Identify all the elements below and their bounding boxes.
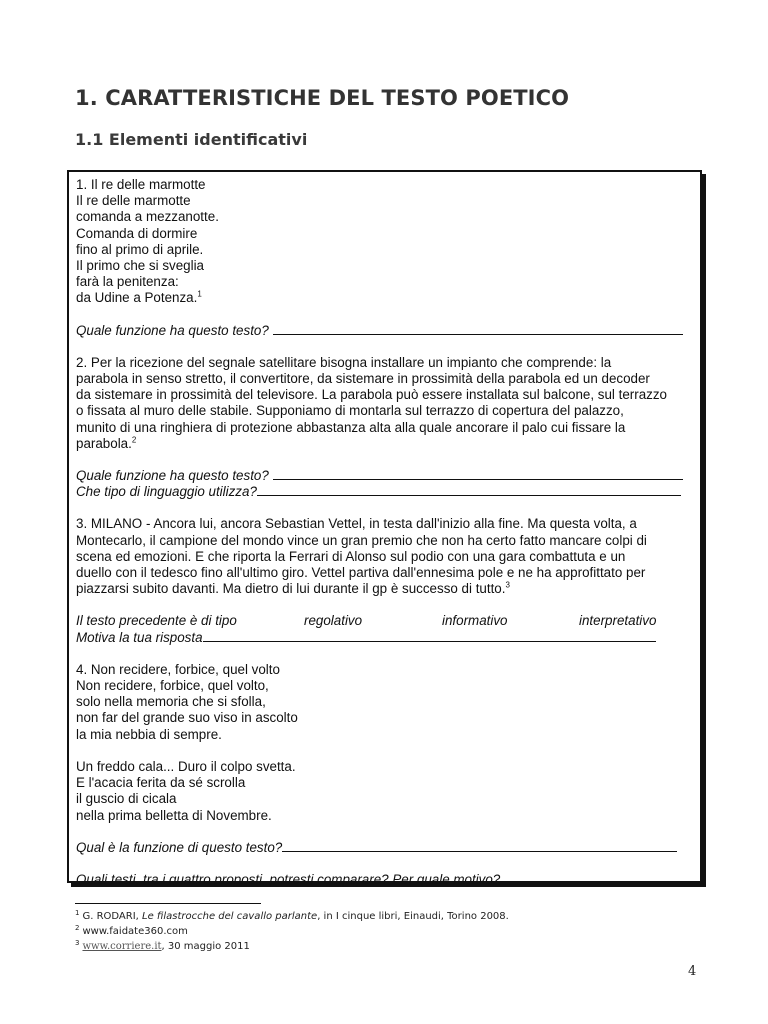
footnote-ref: 1: [197, 289, 202, 299]
poem-line: Non recidere, forbice, quel volto,: [76, 678, 269, 694]
footnote-ref: 3: [505, 580, 510, 590]
footnote-book-title: Le filastrocche del cavallo parlante: [142, 911, 318, 922]
paragraph-line: [76, 436, 694, 452]
footnote-2: [75, 924, 509, 939]
question-3-motivate: [76, 630, 694, 646]
footnote-ref: 2: [131, 435, 137, 445]
question-label: Che tipo di linguaggio utilizza?: [76, 484, 257, 500]
footnote-1: [75, 909, 509, 924]
poem-line: Comanda di dormire: [76, 225, 198, 241]
choice-prompt: Il testo precedente è di tipo: [76, 613, 237, 629]
answer-line[interactable]: [273, 323, 683, 335]
answer-line[interactable]: [257, 484, 681, 496]
paragraph-line: munito di una ringhiera di protezione abbastanza alta alla quale ancorare il palo cui fissare la: [76, 419, 626, 435]
poem-line: la mia nebbia di sempre.: [76, 726, 222, 742]
poem-line: Il primo che si sveglia: [76, 258, 205, 274]
text-2-paragraph: [76, 355, 694, 452]
paragraph-line: Montecarlo, il campione del mondo vince un gran premio che non ha certo fatto mancare colpi di: [76, 532, 647, 548]
choice-informativo[interactable]: informativo: [442, 613, 508, 629]
page-title: 1. CARATTERISTICHE DEL TESTO POETICO: [75, 86, 570, 110]
footnote-divider: [75, 903, 261, 904]
footnote-text: , 30 maggio 2011: [161, 941, 250, 952]
poem-line-text: da Udine a Potenza.: [76, 290, 198, 306]
paragraph-line: 3. MILANO - Ancora lui, ancora Sebastian Vettel, in testa dall'inizio alla fine. Ma questa volta, a: [76, 516, 637, 532]
exercise-box: [67, 170, 702, 887]
answer-line[interactable]: [273, 468, 683, 480]
answer-line[interactable]: [203, 630, 656, 642]
poem-line: 4. Non recidere, forbice, quel volto: [76, 661, 280, 677]
paragraph-line: parabola in senso stretto, il convertitore, da sistemare in prossimità della parabola ed un decoder: [76, 371, 650, 387]
footnote-text: G. RODARI,: [82, 911, 143, 922]
paragraph-line: [76, 581, 694, 597]
page-number: 4: [688, 964, 697, 979]
paragraph-line-text: piazzarsi subito davanti. Ma dietro di lui durante il gp è successo di tutto.: [76, 581, 506, 597]
footnote-text: www.faidate360.com: [82, 926, 188, 937]
poem-line: [76, 290, 694, 306]
choice-regolativo[interactable]: regolativo: [304, 613, 363, 629]
footnote-source-link[interactable]: www.corriere.it: [82, 941, 162, 952]
paragraph-line: duello con il tedesco fino all'ultimo giro. Vettel partiva dall'ennesima pole e ne ha approfittato per: [76, 565, 646, 581]
choice-interpretativo[interactable]: interpretativo: [579, 613, 657, 629]
footnote-number: 1: [75, 908, 80, 917]
question-2b: [76, 484, 694, 500]
paragraph-line-text: parabola.: [76, 435, 132, 451]
question-label: Motiva la tua risposta: [76, 629, 203, 645]
paragraph-line: o fissata al muro delle stabile. Supponiamo di montarla sul terrazzo di copertura del palazzo,: [76, 403, 624, 419]
question-4: [76, 840, 694, 856]
paragraph-line: da sistemare in prossimità del televisore. La parabola può essere installata sul balcone, sul terrazzo: [76, 387, 667, 403]
poem-line: E l'acacia ferita da sé scrolla: [76, 775, 246, 791]
question-label: Quale funzione ha questo testo?: [76, 468, 269, 484]
text-1-poem: [76, 177, 694, 307]
poem-line: fino al primo di aprile.: [76, 241, 204, 257]
type-choices: [76, 613, 694, 629]
text-3-paragraph: [76, 516, 694, 597]
poem-line: nella prima belletta di Novembre.: [76, 807, 272, 823]
text-4-poem: [76, 662, 694, 824]
question-1: [76, 323, 694, 339]
poem-line: solo nella memoria che si sfolla,: [76, 694, 266, 710]
poem-line: farà la penitenza:: [76, 274, 179, 290]
answer-line[interactable]: [282, 840, 677, 852]
paragraph-line: scena ed emozioni. E che riporta la Ferrari di Alonso sul podio con una gara combattuta e un: [76, 548, 626, 564]
footnote-number: 2: [75, 923, 80, 932]
paragraph-line: 2. Per la ricezione del segnale satellitare bisogna installare un impianto che comprende: la: [76, 354, 612, 370]
final-question: Quali testi, tra i quattro proposti, potresti comparare? Per quale motivo?: [76, 871, 501, 887]
footnote-3: [75, 939, 509, 954]
poem-line: comanda a mezzanotte.: [76, 209, 219, 225]
footnotes: [75, 909, 509, 954]
poem-line: non far del grande suo viso in ascolto: [76, 710, 298, 726]
poem-line: Il re delle marmotte: [76, 193, 191, 209]
footnote-text: , in I cinque libri, Einaudi, Torino 2008.: [317, 911, 509, 922]
section-subtitle: 1.1 Elementi identificativi: [75, 130, 308, 149]
footnote-number: 3: [75, 938, 80, 947]
poem-line: il guscio di cicala: [76, 791, 177, 807]
question-2a: [76, 468, 694, 484]
question-label: Quale funzione ha questo testo?: [76, 322, 269, 338]
poem-line: Un freddo cala... Duro il colpo svetta.: [76, 758, 296, 774]
poem-line: 1. Il re delle marmotte: [76, 177, 206, 192]
question-label: Qual è la funzione di questo testo?: [76, 839, 283, 855]
